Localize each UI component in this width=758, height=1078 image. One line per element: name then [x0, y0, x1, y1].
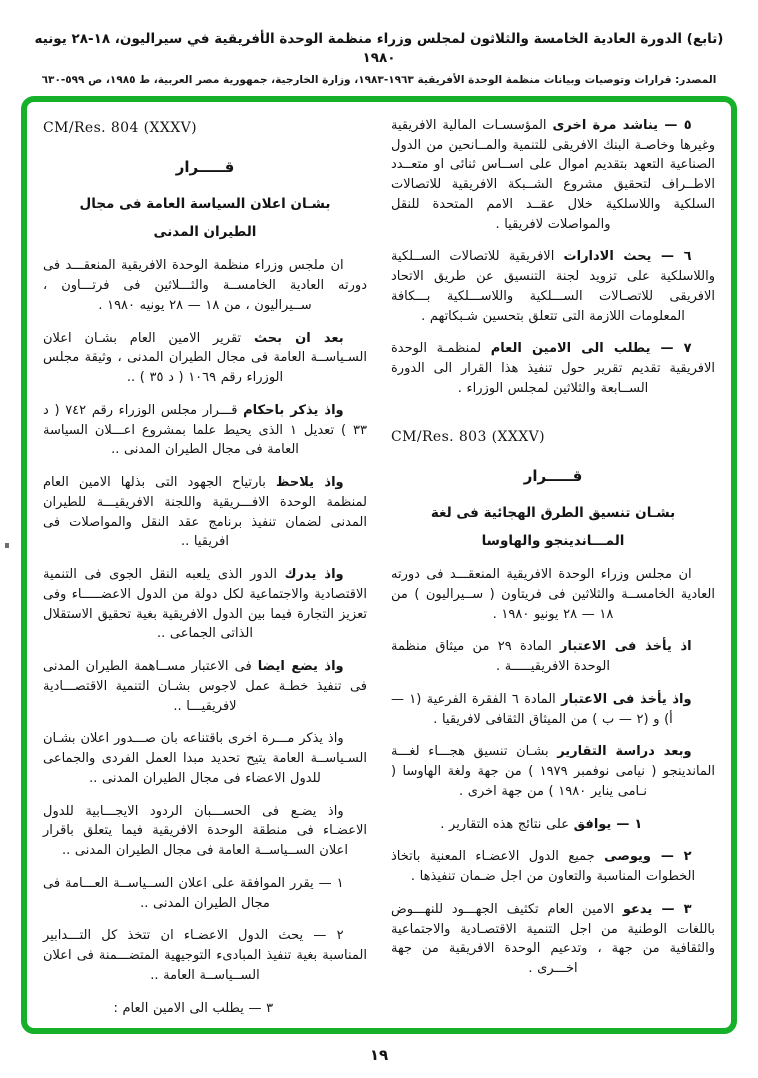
subtitle-line: بشـان اعلان السياسة العامة فى مجال — [79, 195, 331, 212]
header-source-line: المصدر: قرارات وتوصيات وبيانات منظمة الوحدة الأفريقية ١٩٦٣-١٩٨٣، وزارة الخارجية، جمهورية مصر العربية، ط ١٩٨٥، ص ٥٩٩-٦٣٠ — [41, 73, 717, 86]
green-border-frame — [21, 96, 737, 1034]
resolution-paragraph: ٧ — يطلب الى الامين العام لمنظمـة الوحدة الافريقية تقديم تقرير حول تنفيذ هذا القرار الى الدورة الســابعة والثلاثين لمجلس الوزراء . — [391, 341, 715, 396]
resolution-paragraph: واذ يلاحظ بارتياح الجهود التى بذلها الامين العام لمنظمة الوحدة الافـــريقية واللجنة الافريقيـــة للطيران المدنى لضمان تنفيذ برنامج عقد النقل والمواصلات فى افريقيا .. — [43, 475, 367, 550]
resolution-paragraph: ٥ — يناشد مرة اخرى المؤسسـات المالية الافريقية وغيرها وخاصـة البنك الافريقى للتنمية والمــانحين من الدول الصناعية التعهد بتقديم اموال على اســاس ثنائى او متعــدد الاطــراف لتحقيق مشروع الشــبكة الافريقية للاتصالات السلكية واللاسلكية خلال عقــد الامم المتحدة للنقل والمواصلات لافريقيا . — [391, 117, 715, 232]
two-column-layout — [43, 116, 715, 1022]
header-session-title: (تابع) الدورة العادية الخامسة والثلاثون لمجلس وزراء منظمة الوحدة الأفريقية في سيراليون، ١٨-٢٨ يونيه ١٩٨٠ — [34, 31, 724, 66]
right-column — [391, 116, 715, 1022]
subtitle-line: بشـان تنسيق الطرق الهجائية فى لغة — [430, 504, 676, 521]
resolution-paragraph: ان مجلس وزراء الوحدة الافريقية المنعقـــد فى دورته العادية الخامســة والثلاثين فى فريتاون ( ســيراليون ) من ١٨ — ٢٨ يونيو ١٩٨٠ . — [391, 567, 715, 622]
resolution-paragraph: ١ — يقرر الموافقة على اعلان الســياســة العـــامة فى مجال الطيران المدنى .. — [43, 875, 344, 911]
resolution-subtitle — [43, 190, 367, 247]
resolution-paragraph: واذ يذكر مـــرة اخرى باقتناعه بان صـــدور اعلان بشـان السـياســة العامة يتيح تحديد مبدا العمل الفردى والجماعى للدول الاعضاء فى مجال الطيران المدنى .. — [43, 731, 367, 786]
subtitle-line: المـــاندينجو والهاوسا — [481, 532, 625, 549]
resolution-paragraph: بعد ان بحث تقرير الامين العام بشـان اعلان السـياســة العامة فى مجال الطيران المدنى ، وثيقة مجلس الوزراء رقم ١٠٦٩ ( د ٣٥ ) .. — [43, 330, 367, 386]
resolution-paragraph: اذ يأخذ فى الاعتبار المادة ٢٩ من ميثاق منظمة الوحدة الافريقيـــــة . — [391, 639, 692, 675]
scan-speck — [5, 543, 9, 548]
resolution-paragraph: واذ يضـع فى الحســـبان الردود الايجـــابية للدول الاعضـاء فى منطقة الوحدة الافريقية فيما يتعلق باقرار اعلان الســياســة العامة فى مجال الطيران المدنى .. — [43, 803, 367, 859]
resolution-paragraph: ١ — يوافق على نتائج هذه التقارير . — [440, 816, 643, 832]
resolution-paragraph: وبعد دراسة التقارير بشـان تنسيق هجـــاء لغـــة الماندينجو ( نيامى نوفمبر ١٩٧٩ ) من جهة ولغة الهاوسا ( نـامى يناير ١٩٨٠ ) من جهة اخرى . — [391, 744, 715, 799]
resolution-paragraph: واذ يدرك الدور الذى يلعبه النقل الجوى فى التنمية الاقتصادية والاجتماعية لكل دولة من الدول الاعضـــــاء وفى تعزيز التجارة فيما بين الدول الافريقية بغية تحقيق الاستقلال الذاتى الجماعى .. — [43, 567, 367, 642]
decision-word: قـــــرار — [175, 157, 235, 176]
resolution-paragraph: ٣ — يدعو الامين العام تكثيف الجهـــود للنهـــوض باللغات الوطنية من اجل التنمية الاقتصـادية والاجتماعية والثقافية من جهة ، وتدعيم الوحدة الافريقية من جهة اخـــرى . — [391, 901, 715, 977]
resolution-number-804: CM/Res. 804 (XXXV) — [43, 119, 197, 136]
resolution-subtitle — [391, 499, 715, 556]
resolution-paragraph: ٢ — ويوصى جميع الدول الاعضـاء المعنية باتخاذ الخطوات المناسبة والتعاون من اجل ضـمان تنفيذها . — [391, 849, 696, 885]
page-header — [0, 0, 758, 86]
resolution-paragraph: واذ يذكر باحكام قـــرار مجلس الوزراء رقم ٧٤٢ ( د ٣٣ ) تعديل ١ الذى يحيط علما بمشروع اعـــلان السياسة العامة فى مجال الطيران المدنى .. — [43, 402, 367, 458]
resolution-paragraph: ٣ — يطلب الى الامين العام : — [113, 1000, 274, 1016]
resolution-number-803: CM/Res. 803 (XXXV) — [391, 428, 545, 445]
decision-word: قـــــرار — [523, 466, 583, 485]
page-number: ١٩ — [369, 1046, 389, 1064]
resolution-paragraph: ٦ — يحث الادارات الافريقية للاتصالات الســلكية واللاسلكية على تزويد لجنة التنسيق عن طريق الاتحاد الافريقى للاتصـالات الســـلكية واللاســـلكية بـــكافة المعلومات اللازمة التى تتعلق بتحسين شـبكاتهم . — [391, 249, 715, 324]
resolution-paragraph: واذ يضع ايضا فى الاعتبار مســاهمة الطيران المدنى فى تنفيذ خطـة عمل لاجوس بشـان التنمية الاقتصـــادية لافريقيـــا .. — [43, 659, 367, 714]
resolution-paragraph: ان ملجس وزراء منظمة الوحدة الافريقية المنعقـــد فى دورته العادية الخامســة والثـــلاثين فى فرتـــاون ، ســيراليون ، من ١٨ — ٢٨ يونيه ١٩٨٠ . — [43, 258, 367, 313]
resolution-paragraph: واذ يأخذ فى الاعتبار المادة ٦ الفقرة الفرعية (١ — أ) و (٢ — ب ) من الميثاق الثقافى لافريقيا . — [391, 691, 692, 727]
left-column — [43, 116, 367, 1022]
subtitle-line: الطيران المدنى — [153, 224, 257, 241]
resolution-paragraph: ٢ — يحث الدول الاعضـاء ان تتخذ كل التـــدابير المناسبة بغية تنفيذ المبادىء التوجيهية المتضـــمنة فى اعلان الســياســة العامة .. — [43, 928, 367, 983]
